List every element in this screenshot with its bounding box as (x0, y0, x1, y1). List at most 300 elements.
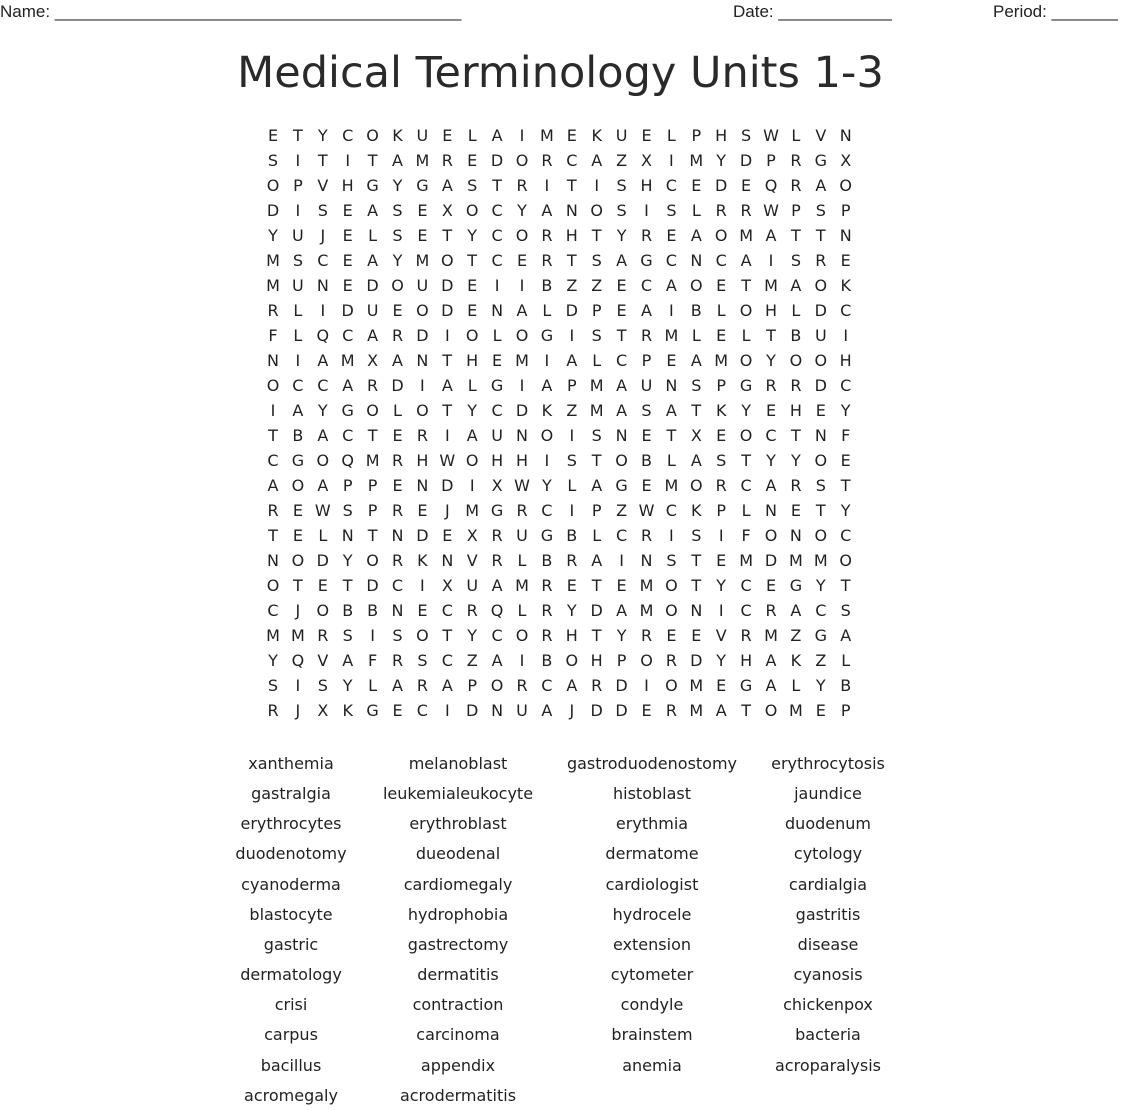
grid-letter: O (515, 151, 529, 170)
grid-letter: F (268, 326, 278, 345)
grid-letter: O (366, 551, 379, 570)
word-list-item: gastritis (795, 904, 861, 924)
grid-letter: T (566, 176, 577, 195)
grid-letter: E (317, 576, 328, 595)
grid-letter: G (789, 576, 803, 595)
grid-letter: C (765, 426, 777, 445)
grid-letter: H (590, 651, 603, 670)
grid-letter: M (813, 551, 828, 570)
grid-letter: J (569, 701, 575, 720)
grid-letter: N (516, 426, 528, 445)
grid-letter: A (342, 376, 354, 395)
grid-letter: Z (591, 276, 603, 295)
grid-letter: B (840, 676, 852, 695)
grid-letter: S (716, 451, 727, 470)
grid-letter: A (317, 351, 329, 370)
grid-letter: E (616, 576, 627, 595)
grid-letter: E (716, 426, 727, 445)
grid-letter: L (691, 201, 701, 220)
grid-letter: T (591, 576, 602, 595)
grid-letter: E (566, 126, 577, 145)
grid-letter: S (392, 226, 403, 245)
grid-letter: Z (566, 276, 578, 295)
grid-letter: G (814, 626, 827, 645)
grid-letter: C (491, 401, 503, 420)
grid-letter: F (841, 426, 851, 445)
grid-letter: N (615, 426, 628, 445)
grid-letter: H (715, 126, 728, 145)
grid-letter: T (492, 176, 502, 195)
grid-letter: M (589, 401, 604, 420)
grid-letter: C (541, 676, 553, 695)
grid-letter: U (640, 376, 653, 395)
grid-letter: Y (616, 226, 627, 245)
grid-letter: I (544, 451, 550, 470)
grid-letter: M (515, 576, 529, 595)
grid-letter: A (392, 676, 403, 695)
grid-letter: S (267, 151, 279, 170)
grid-letter: U (466, 576, 479, 595)
grid-letter: I (519, 651, 525, 670)
grid-letter: S (467, 176, 478, 195)
grid-letter: A (541, 201, 553, 220)
grid-letter: D (391, 376, 404, 395)
grid-letter: P (467, 676, 478, 695)
grid-letter: A (566, 676, 578, 695)
grid-letter: T (293, 126, 303, 145)
grid-letter: M (788, 701, 803, 720)
grid-letter: A (441, 676, 453, 695)
grid-letter: B (367, 601, 379, 620)
grid-letter: E (292, 526, 303, 545)
grid-letter: A (466, 426, 478, 445)
grid-letter: R (640, 526, 653, 545)
grid-letter: T (691, 551, 702, 570)
grid-letter: C (391, 576, 404, 595)
grid-letter: E (392, 301, 403, 320)
grid-letter: R (391, 451, 404, 470)
name-field-label: Name: ___________________________________________ (0, 2, 462, 21)
grid-letter: I (544, 351, 550, 370)
word-list-item: bacillus (260, 1055, 322, 1075)
grid-letter: A (267, 476, 279, 495)
grid-letter: X (466, 526, 478, 545)
word-list-item: dueodenal (415, 844, 501, 864)
grid-letter: R (317, 626, 329, 645)
grid-letter: O (416, 401, 429, 420)
grid-letter: A (342, 651, 354, 670)
word-list-item: dermatitis (417, 965, 499, 985)
grid-letter: O (739, 351, 753, 370)
grid-letter: M (266, 626, 280, 645)
grid-letter: D (341, 301, 354, 320)
grid-letter: E (342, 276, 353, 295)
grid-letter: T (691, 401, 702, 420)
grid-letter: T (367, 151, 378, 170)
word-list-item: appendix (420, 1055, 496, 1075)
word-list-item: melanoblast (408, 754, 508, 773)
grid-letter: L (517, 551, 527, 570)
grid-letter: Z (815, 651, 827, 670)
grid-letter: O (665, 676, 678, 695)
word-list-item: crisi (274, 995, 308, 1015)
grid-letter: K (790, 651, 802, 670)
grid-letter: L (368, 676, 378, 695)
grid-letter: R (441, 151, 453, 170)
grid-letter: N (341, 526, 354, 545)
grid-letter: M (739, 226, 753, 245)
grid-letter: W (439, 451, 456, 470)
grid-letter: Z (466, 651, 478, 670)
word-list-item: brainstem (611, 1025, 693, 1045)
grid-letter: Q (490, 601, 504, 620)
grid-letter: S (790, 251, 801, 270)
grid-letter: E (716, 676, 727, 695)
grid-letter: E (467, 301, 478, 320)
grid-letter: M (788, 551, 803, 570)
grid-letter: O (416, 626, 429, 645)
grid-letter: M (266, 276, 280, 295)
grid-letter: T (442, 626, 453, 645)
grid-letter: X (840, 151, 852, 170)
grid-letter: A (616, 401, 628, 420)
grid-letter: C (740, 476, 752, 495)
grid-letter: A (765, 651, 777, 670)
grid-letter: S (267, 676, 279, 695)
grid-letter: S (392, 201, 403, 220)
grid-letter: H (515, 451, 529, 470)
grid-letter: Y (317, 126, 328, 145)
grid-letter: M (465, 501, 480, 520)
word-list-item: anemia (622, 1055, 682, 1075)
grid-letter: X (441, 201, 453, 220)
grid-letter: R (665, 701, 677, 720)
grid-letter: T (293, 576, 303, 595)
grid-letter: L (666, 126, 676, 145)
grid-letter: C (292, 376, 304, 395)
grid-letter: L (393, 401, 402, 420)
grid-letter: R (665, 651, 677, 670)
grid-letter: L (666, 451, 676, 470)
grid-letter: Y (616, 626, 627, 645)
grid-letter: R (267, 301, 279, 320)
grid-letter: Y (317, 401, 328, 420)
grid-letter: S (342, 626, 353, 645)
grid-letter: S (666, 201, 677, 220)
grid-letter: I (494, 276, 500, 295)
grid-letter: D (764, 551, 778, 570)
word-list-item: condyle (620, 995, 684, 1015)
word-list-item: cardiomegaly (403, 874, 513, 894)
grid-letter: P (840, 701, 851, 720)
grid-letter: I (619, 551, 624, 570)
grid-letter: J (320, 226, 326, 245)
grid-letter: E (566, 576, 577, 595)
grid-letter: A (491, 576, 503, 595)
grid-letter: I (295, 676, 301, 695)
grid-letter: A (616, 251, 628, 270)
grid-letter: H (740, 651, 753, 670)
word-list-item: erythrocytes (240, 814, 342, 834)
grid-letter: H (839, 351, 852, 370)
grid-letter: G (739, 676, 753, 695)
grid-letter: Z (790, 626, 802, 645)
grid-letter: S (591, 326, 602, 345)
grid-letter: L (567, 476, 577, 495)
grid-letter: A (690, 226, 702, 245)
grid-letter: R (541, 576, 553, 595)
grid-letter: A (292, 401, 304, 420)
grid-letter: M (764, 276, 778, 295)
grid-letter: M (664, 476, 679, 495)
grid-letter: G (540, 526, 554, 545)
grid-letter: U (814, 326, 827, 345)
grid-letter: A (541, 701, 553, 720)
grid-letter: T (791, 426, 801, 445)
grid-letter: E (392, 476, 403, 495)
grid-letter: A (317, 426, 329, 445)
grid-letter: A (367, 251, 379, 270)
grid-letter: P (691, 126, 702, 145)
grid-letter: I (644, 201, 649, 220)
grid-letter: E (442, 126, 453, 145)
grid-letter: I (669, 151, 674, 170)
grid-letter: N (565, 201, 578, 220)
grid-letter: U (516, 701, 528, 720)
word-list-item: dermatology (240, 965, 342, 985)
grid-letter: R (715, 476, 727, 495)
grid-letter: D (441, 301, 454, 320)
grid-letter: O (814, 451, 828, 470)
grid-letter: C (441, 651, 453, 670)
grid-letter: A (715, 701, 727, 720)
grid-letter: D (739, 151, 753, 170)
grid-letter: R (391, 501, 404, 520)
grid-letter: E (467, 276, 478, 295)
grid-letter: D (366, 576, 379, 595)
grid-letter: I (569, 426, 575, 445)
grid-letter: S (840, 601, 851, 620)
word-list-item: gastrectomy (407, 934, 509, 954)
grid-letter: O (465, 451, 479, 470)
grid-letter: C (342, 426, 354, 445)
grid-letter: I (519, 126, 525, 145)
grid-letter: U (292, 276, 304, 295)
grid-letter: O (291, 551, 305, 570)
grid-letter: N (814, 426, 827, 445)
grid-letter: N (789, 526, 802, 545)
grid-letter: T (616, 326, 627, 345)
grid-letter: C (541, 501, 553, 520)
grid-letter: B (641, 451, 652, 470)
grid-letter: L (716, 301, 726, 320)
grid-letter: J (295, 601, 301, 620)
grid-letter: L (368, 226, 378, 245)
grid-letter: H (640, 176, 653, 195)
grid-letter: P (716, 501, 727, 520)
grid-letter: B (541, 276, 553, 295)
grid-letter: U (491, 426, 503, 445)
grid-letter: L (467, 376, 477, 395)
grid-letter: R (541, 626, 553, 645)
grid-letter: O (640, 651, 653, 670)
grid-letter: S (417, 651, 428, 670)
grid-letter: L (318, 526, 328, 545)
grid-letter: C (640, 276, 653, 295)
grid-letter: K (392, 126, 403, 145)
grid-letter: N (441, 551, 454, 570)
grid-letter: B (690, 301, 702, 320)
date-field-label: Date: ____________ (733, 2, 892, 21)
grid-letter: Q (291, 651, 305, 670)
grid-letter: T (691, 576, 702, 595)
grid-letter: D (515, 401, 529, 420)
grid-letter: O (690, 476, 703, 495)
grid-letter: I (370, 626, 375, 645)
grid-letter: N (316, 276, 329, 295)
word-list-item: carpus (264, 1025, 318, 1045)
grid-letter: C (491, 626, 503, 645)
grid-letter: A (591, 151, 603, 170)
grid-letter: C (416, 701, 428, 720)
grid-letter: E (516, 251, 528, 270)
grid-letter: V (715, 626, 727, 645)
grid-letter: M (639, 601, 654, 620)
grid-letter: C (491, 226, 503, 245)
grid-letter: R (790, 376, 802, 395)
grid-letter: S (641, 401, 652, 420)
grid-letter: S (591, 426, 602, 445)
grid-letter: A (616, 601, 628, 620)
grid-letter: N (839, 126, 852, 145)
grid-letter: I (544, 176, 550, 195)
grid-letter: A (690, 451, 702, 470)
grid-letter: E (267, 126, 279, 145)
grid-letter: L (517, 601, 527, 620)
grid-letter: X (441, 576, 453, 595)
grid-letter: Y (741, 401, 751, 420)
grid-letter: Y (716, 576, 727, 595)
grid-letter: X (317, 701, 329, 720)
grid-letter: C (267, 601, 279, 620)
word-list-item: dermatome (605, 844, 699, 864)
grid-letter: H (491, 451, 504, 470)
grid-letter: S (317, 676, 328, 695)
grid-letter: O (665, 601, 678, 620)
grid-letter: D (615, 701, 628, 720)
grid-letter: S (591, 251, 602, 270)
grid-letter: N (839, 226, 852, 245)
grid-letter: C (616, 526, 628, 545)
grid-letter: L (691, 326, 701, 345)
grid-letter: O (665, 576, 678, 595)
grid-letter: M (689, 676, 704, 695)
grid-letter: R (790, 151, 802, 170)
grid-letter: T (268, 526, 278, 545)
grid-letter: M (764, 626, 778, 645)
grid-letter: Y (342, 551, 353, 570)
grid-letter: R (790, 476, 802, 495)
grid-letter: T (815, 501, 826, 520)
grid-letter: T (766, 326, 776, 345)
grid-letter: I (345, 151, 351, 170)
grid-letter: B (790, 326, 802, 345)
grid-letter: V (317, 176, 329, 195)
grid-letter: E (392, 426, 403, 445)
grid-letter: L (492, 326, 502, 345)
grid-letter: E (716, 551, 727, 570)
grid-letter: M (515, 351, 529, 370)
grid-letter: N (416, 476, 429, 495)
grid-letter: D (690, 651, 703, 670)
grid-letter: C (491, 251, 503, 270)
grid-letter: R (267, 501, 279, 520)
grid-letter: M (415, 151, 430, 170)
grid-letter: G (540, 326, 554, 345)
grid-letter: Q (341, 451, 354, 470)
grid-letter: T (467, 251, 478, 270)
grid-letter: T (442, 351, 453, 370)
grid-letter: N (391, 601, 404, 620)
grid-letter: E (666, 226, 677, 245)
grid-letter: H (789, 401, 802, 420)
word-list-item: bacteria (795, 1025, 861, 1045)
grid-letter: W (763, 201, 779, 220)
grid-letter: T (741, 701, 751, 720)
grid-letter: T (591, 626, 602, 645)
grid-letter: Y (268, 651, 278, 670)
grid-letter: I (420, 576, 425, 595)
grid-letter: M (539, 126, 554, 145)
word-list-item: cytology (793, 844, 863, 864)
word-list-item: hydrocele (612, 904, 692, 924)
word-list-item: xanthemia (248, 754, 334, 773)
grid-letter: O (739, 426, 753, 445)
grid-letter: R (491, 526, 503, 545)
grid-letter: I (768, 251, 774, 270)
grid-letter: D (814, 301, 827, 320)
period-field-label: Period: _______ (993, 2, 1118, 21)
grid-letter: D (590, 601, 603, 620)
grid-letter: H (764, 301, 778, 320)
grid-letter: R (391, 551, 404, 570)
grid-letter: A (317, 476, 329, 495)
grid-letter: D (366, 276, 379, 295)
grid-letter: Y (392, 251, 403, 270)
grid-letter: M (266, 251, 280, 270)
grid-letter: S (616, 201, 627, 220)
grid-letter: C (665, 501, 677, 520)
grid-letter: E (342, 226, 353, 245)
grid-letter: E (342, 201, 353, 220)
grid-letter: D (615, 676, 628, 695)
grid-letter: L (791, 301, 801, 320)
word-list-item: gastralgia (251, 784, 331, 804)
grid-letter: A (815, 176, 827, 195)
grid-letter: C (342, 326, 354, 345)
grid-letter: T (741, 451, 751, 470)
grid-letter: M (664, 326, 679, 345)
grid-letter: R (541, 601, 553, 620)
grid-letter: N (491, 301, 504, 320)
grid-letter: R (491, 551, 503, 570)
grid-letter: G (366, 701, 379, 720)
grid-letter: N (391, 526, 404, 545)
grid-letter: I (295, 351, 301, 370)
grid-letter: H (466, 351, 479, 370)
grid-letter: A (790, 276, 802, 295)
grid-letter: I (320, 301, 326, 320)
